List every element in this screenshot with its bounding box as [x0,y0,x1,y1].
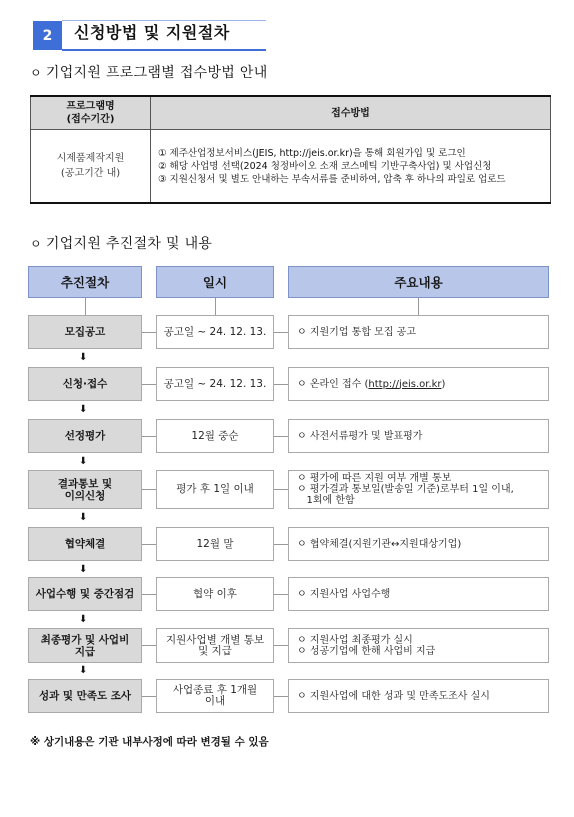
row-connector [142,332,156,333]
flow-content-line: ㅇ 사전서류평가 및 발표평가 [297,430,423,442]
row-connector [274,645,288,646]
header-connector [418,298,419,315]
flow-content [288,577,549,611]
flow-content [288,315,549,349]
flow-step: 선정평가 [28,419,142,453]
down-arrow-icon: ⬇ [79,665,88,676]
row-connector [142,645,156,646]
flow-content [288,527,549,561]
flow-content-line: ㅇ 지원기업 통합 모집 공고 [297,326,416,338]
subhead-application-method [30,62,268,82]
jeis-link[interactable]: http://jeis.or.kr [368,378,442,390]
flow-step: 결과통보 및 이의신청 [28,470,142,509]
table-cell-method [151,130,551,204]
row-connector [274,436,288,437]
flow-date: 공고일 ~ 24. 12. 13. [156,367,274,401]
flow-content-line: 1회에 한함 [297,495,355,506]
row-connector [274,489,288,490]
flow-step: 사업수행 및 중간점검 [28,577,142,611]
flow-date: 12월 중순 [156,419,274,453]
header-connector [85,298,86,315]
flow-date: 12월 말 [156,527,274,561]
flow-header-step: 추진절차 [28,266,142,298]
row-connector [274,594,288,595]
down-arrow-icon: ⬇ [79,512,88,523]
subhead-text: 기업지원 추진절차 및 내용 [45,236,213,252]
flow-step: 성과 및 만족도 조사 [28,679,142,713]
row-connector [274,544,288,545]
flow-content-line: ㅇ 지원사업에 대한 성과 및 만족도조사 실시 [297,690,490,702]
flow-step: 협약체결 [28,527,142,561]
down-arrow-icon: ⬇ [79,614,88,625]
table-header-method: 접수방법 [151,96,551,130]
table-cell-program: 시제품제작지원 (공고기간 내) [31,130,151,204]
flow-content [288,419,549,453]
flow-content-line: ㅇ 지원사업 최종평가 실시 [297,634,413,646]
row-connector [142,594,156,595]
row-connector [142,544,156,545]
method-step-3: ③ 지원신청서 및 별도 안내하는 부속서류를 준비하여, 압축 후 하나의 파일로 업로드 [158,173,506,185]
flow-header-date: 일시 [156,266,274,298]
application-method-table [30,95,551,204]
flow-date: 지원사업별 개별 통보 및 지급 [156,628,274,663]
row-connector [142,384,156,385]
section-number: 2 [33,21,62,50]
bullet-icon: ㅇ [30,66,42,80]
flow-content-line: ㅇ 평가에 따른 지원 여부 개별 통보 [297,473,452,484]
row-connector [274,696,288,697]
flow-content-line: ㅇ 평가결과 통보일(발송일 기준)로부터 1일 이내, [297,484,514,495]
flow-step: 모집공고 [28,315,142,349]
flow-header-content: 주요내용 [288,266,549,298]
section-title: 신청방법 및 지원절차 [74,23,230,42]
method-step-1: ① 제주산업정보서비스(JEIS, http://jeis.or.kr)을 통해 회원가입 및 로그인 [158,147,466,159]
subhead-text: 기업지원 프로그램별 접수방법 안내 [45,65,268,81]
flow-content [288,679,549,713]
flow-content [288,470,549,509]
row-connector [274,384,288,385]
row-connector [274,332,288,333]
header-connector [215,298,216,315]
row-connector [142,436,156,437]
flow-date: 사업종료 후 1개월 이내 [156,679,274,713]
footnote: ※ 상기내용은 기관 내부사정에 따라 변경될 수 있음 [30,736,269,748]
method-step-2: ② 해당 사업명 선택(2024 청정바이오 소재 코스메틱 기반구축사업) 및 사업신청 [158,160,492,172]
table-header-program: 프로그램명 (접수기간) [31,96,151,130]
row-connector [142,696,156,697]
down-arrow-icon: ⬇ [79,404,88,415]
down-arrow-icon: ⬇ [79,564,88,575]
flow-step: 신청·접수 [28,367,142,401]
flow-step: 최종평가 및 사업비 지급 [28,628,142,663]
flow-content-line: ㅇ 성공기업에 한해 사업비 지급 [297,645,436,657]
flow-date: 평가 후 1일 이내 [156,470,274,509]
flow-content-line [297,379,548,390]
content-suffix: ) [441,378,446,390]
flow-date: 공고일 ~ 24. 12. 13. [156,315,274,349]
row-connector [142,489,156,490]
bullet-icon: ㅇ [30,237,42,251]
down-arrow-icon: ⬇ [79,352,88,363]
flow-content-line: ㅇ 지원사업 사업수행 [297,588,391,600]
subhead-procedure [30,233,212,253]
flow-content [288,367,549,401]
flow-date: 협약 이후 [156,577,274,611]
flow-content [288,628,549,663]
content-prefix: ㅇ 온라인 접수 ( [297,378,369,390]
down-arrow-icon: ⬇ [79,456,88,467]
flow-content-line: ㅇ 협약체결(지원기관↔지원대상기업) [297,538,462,550]
section-title-underline [62,49,266,51]
